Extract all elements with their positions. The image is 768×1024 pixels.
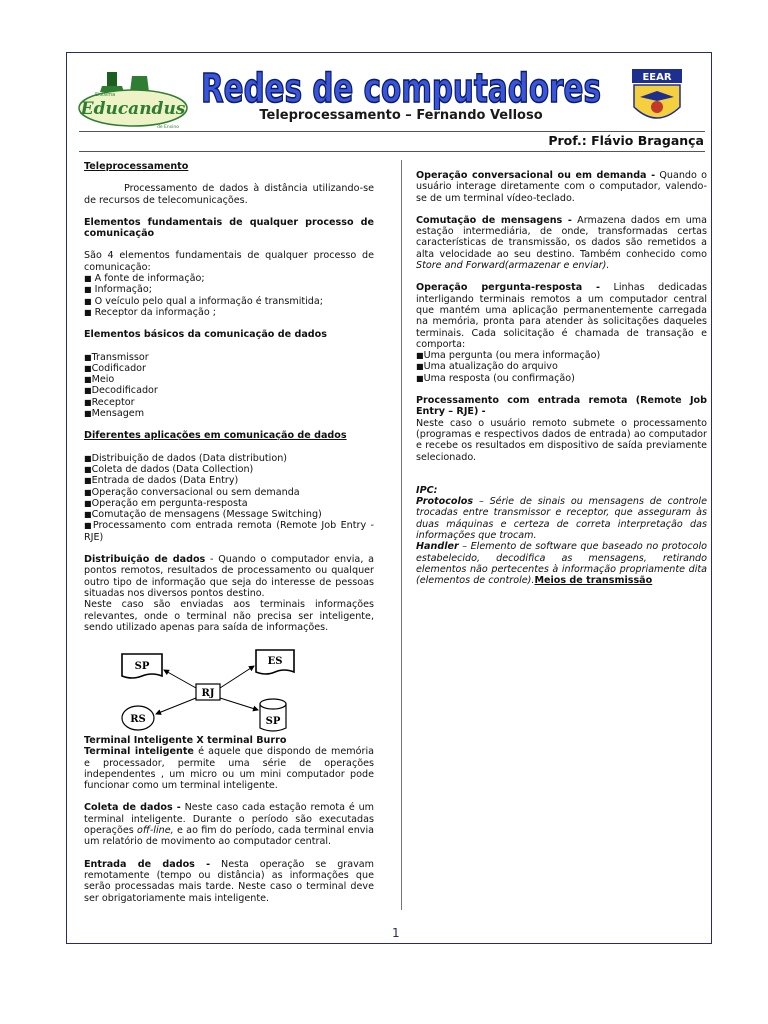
paragraph: Comutação de mensagens - Armazena dados em uma estação intermediária, de onde, transformadas certas características de transmissão, os dados são remetidos a alta velocidade ao seu destino. Também conhecido como Store and Forward(armazenar e enviar). — [416, 214, 707, 272]
paragraph: Terminal inteligente é aquele que dispondo de memória e processador, permite uma série de operações independentes , um micro ou um mini computador pode funcionar como um terminal inteligente. — [84, 746, 374, 792]
logo-left-small: Sistema — [95, 92, 116, 98]
subtitle: Teleprocessamento – Fernando Velloso — [259, 108, 543, 123]
section-title: Processamento com entrada remota (Remote Job Entry – RJE) - — [416, 395, 707, 418]
paragraph: Operação pergunta-resposta - Linhas dedicadas interligando terminais remotos a um computador central que mantém uma aplicação permanentemente carregada na memória, pronta para atender às solicitações daqueles terminais. Cada solicitação é chamada de transação e comporta: — [416, 282, 707, 350]
list-item: ■Codificador — [84, 362, 146, 374]
educandus-logo — [77, 70, 189, 132]
section-title: Elementos fundamentais de qualquer processo de comunicação — [84, 216, 374, 240]
list-item: ■Comutação de mensagens (Message Switching) — [84, 509, 322, 521]
node-es: ES — [267, 656, 283, 667]
list-item: ■Uma pergunta (ou mera informação) — [416, 350, 601, 362]
logo-right-text: EEAR — [642, 72, 672, 83]
paragraph: Operação conversacional ou em demanda - Quando o usuário interage diretamente com o computador, valendo-se de um terminal vídeo-teclado. — [416, 170, 707, 204]
svg-text:Redes de computadores: Redes de computadores — [201, 66, 601, 110]
node-sp: SP — [134, 661, 150, 672]
list-item: ■Processamento com entrada remota (Remote Job Entry - RJE) — [84, 520, 375, 543]
list-item: ■Meio — [84, 374, 115, 386]
paragraph: Entrada de dados - Nesta operação se gravam remotamente (tempo ou distância) as informações que serão processadas mais tarde. Neste caso o terminal deve ser obrigatoriamente mais inteligente. — [84, 858, 375, 904]
left-column — [84, 161, 374, 644]
list-item: ■Receptor — [84, 396, 135, 408]
professor-name: Prof.: Flávio Bragança — [548, 133, 704, 148]
paragraph: Processamento de dados à distância utilizando-se de recursos de telecomunicações. — [84, 183, 374, 206]
logo-left-sub: de Ensino — [157, 125, 179, 130]
list-item: ■ Informação; — [84, 284, 153, 296]
list-item: ■ O veículo pelo qual a informação é transmitida; — [84, 295, 324, 307]
column-divider — [401, 160, 402, 910]
section-title: Terminal Inteligente X terminal Burro — [84, 735, 287, 746]
paragraph: Protocolos – Série de sinais ou mensagens de controle trocadas entre transmissor e receptor, que asseguram às duas máquinas e certeza de correta interpretação das informações que trocam. — [416, 496, 707, 542]
header-rule-bottom — [79, 151, 705, 152]
list-item: ■Decodificador — [84, 385, 158, 397]
paragraph: Coleta de dados - Neste caso cada estação remota é um terminal inteligente. Durante o período são executadas operações off-line, e ao fim do período, cada terminal envia um relatório de movimento ao computador central. — [84, 802, 375, 848]
eear-logo — [630, 67, 684, 129]
list-item: ■Entrada de dados (Data Entry) — [84, 475, 239, 487]
list-item: ■Mensagem — [84, 408, 145, 420]
node-rs: RS — [130, 714, 146, 725]
page-number: 1 — [392, 926, 400, 940]
distribution-diagram — [118, 648, 298, 736]
list-item: ■Coleta de dados (Data Collection) — [84, 463, 254, 475]
list-item: ■Operação em pergunta-resposta — [84, 497, 248, 509]
paragraph: Distribuição de dados - Quando o computador envia, a pontos remotos, resultados de processamento ou qualquer outro tipo de informação que seja do interesse de pessoas situadas nos diversos pontos destino. — [84, 554, 374, 599]
list-item: ■ A fonte de informação; — [84, 273, 205, 285]
list-item: ■Distribuição de dados (Data distribution) — [84, 452, 288, 464]
logo-left-text: Educandus — [80, 99, 186, 119]
list-item: ■ Receptor da informação ; — [84, 306, 216, 318]
section-title: Elementos básicos da comunicação de dados — [84, 329, 327, 341]
link-meios-transmissao[interactable]: Meios de transmissão — [534, 575, 653, 587]
list-item: ■Transmissor — [84, 351, 149, 363]
section-title: Diferentes aplicações em comunicação de dados — [84, 430, 347, 442]
paragraph: Handler – Elemento de software que baseado no protocolo estabelecido, decodifica as mensagens, retirando elementos não pertecentes à informação propriamente dita (elementos de controle).Meios de transmissão — [416, 541, 707, 587]
right-column — [416, 170, 707, 598]
list-item: ■Operação conversacional ou sem demanda — [84, 486, 300, 498]
node-rj: RJ — [201, 688, 215, 699]
section-title: Teleprocessamento — [84, 161, 189, 172]
header-rule-top — [79, 131, 705, 132]
paragraph: São 4 elementos fundamentais de qualquer processo de comunicação: — [84, 250, 374, 273]
list-item: ■Uma resposta (ou confirmação) — [416, 372, 575, 384]
list-item: ■Uma atualização do arquivo — [416, 361, 558, 373]
section-title: IPC: — [416, 484, 438, 496]
page-title — [196, 60, 606, 110]
paragraph: Neste caso o usuário remoto submete o processamento (programas e respectivos dados de entrada) ao computador e recebe os resultados em dispositivo de saída previamente selecionado. — [416, 417, 707, 463]
left-column-bottom — [84, 735, 374, 915]
node-sp-disk: SP — [265, 716, 281, 727]
paragraph: Neste caso são enviadas aos terminais informações relevantes, onde o terminal não precisa ser inteligente, sendo utilizado apenas para saída de informações. — [84, 599, 374, 633]
